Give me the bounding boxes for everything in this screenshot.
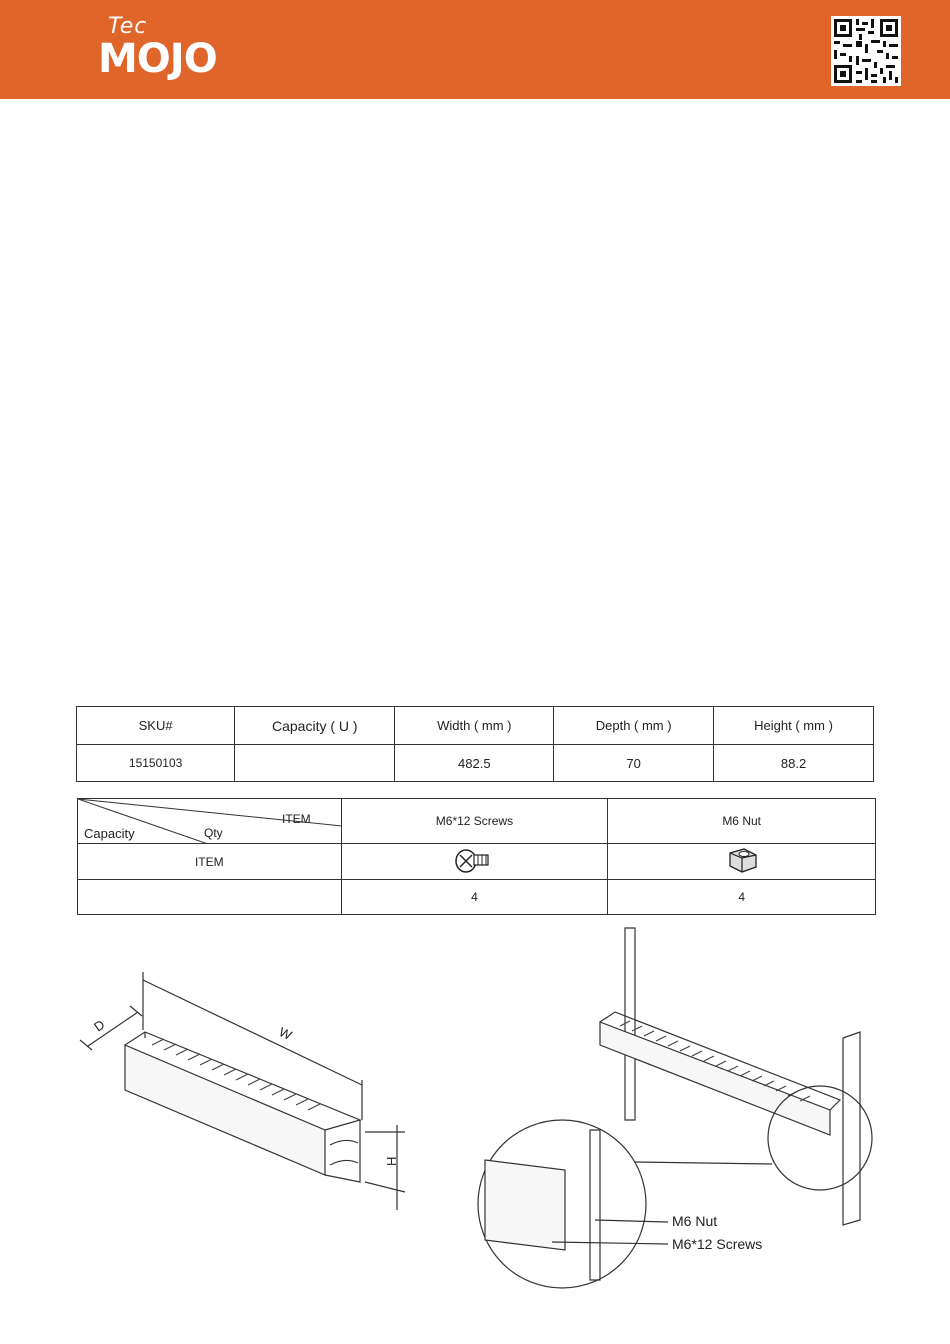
accessory-header-row [78,799,876,844]
callout-m6-nut: M6 Nut [672,1213,718,1229]
qty-nut: 4 [608,880,876,915]
row-item-label: ITEM [78,844,342,880]
cell-capacity [235,745,395,782]
header-sku: SKU# [77,707,235,745]
corner-cell [78,799,342,844]
screw-icon [452,845,496,875]
cell-height: 88.2 [714,745,874,782]
corner-qty-label: Qty [204,826,223,840]
col-screws: M6*12 Screws [341,799,608,844]
spec-table [76,706,874,782]
header-height: Height ( mm ) [714,707,874,745]
header-bar [0,0,950,99]
installation-drawing [60,920,910,1330]
cell-width: 482.5 [395,745,554,782]
qty-label-cell [78,880,342,915]
dimension-h: H [384,1156,399,1166]
accessory-table [77,798,876,915]
tecmojo-logo [98,14,248,84]
header-width: Width ( mm ) [395,707,554,745]
spec-header-row [77,707,874,745]
cell-sku: 15150103 [77,745,235,782]
spec-data-row [77,745,874,782]
dimension-w: W [276,1024,295,1043]
header-depth: Depth ( mm ) [554,707,714,745]
accessory-qty-row [78,880,876,915]
corner-item-label: ITEM [282,812,311,826]
dimension-d: D [91,1016,108,1035]
cable-manager-diagram [60,920,910,1330]
corner-capacity-label: Capacity [84,826,135,841]
cell-depth: 70 [554,745,714,782]
qty-screws: 4 [341,880,608,915]
nut-icon-cell [608,844,876,880]
logo-tec: Tec [108,14,148,39]
header-capacity: Capacity ( U ) [235,707,395,745]
qr-code-icon [831,16,901,86]
col-nut: M6 Nut [608,799,876,844]
cage-nut-icon [722,845,762,875]
screw-icon-cell [341,844,608,880]
logo-mojo: MOJO [98,36,217,82]
callout-m6-screws: M6*12 Screws [672,1236,763,1252]
accessory-icon-row [78,844,876,880]
